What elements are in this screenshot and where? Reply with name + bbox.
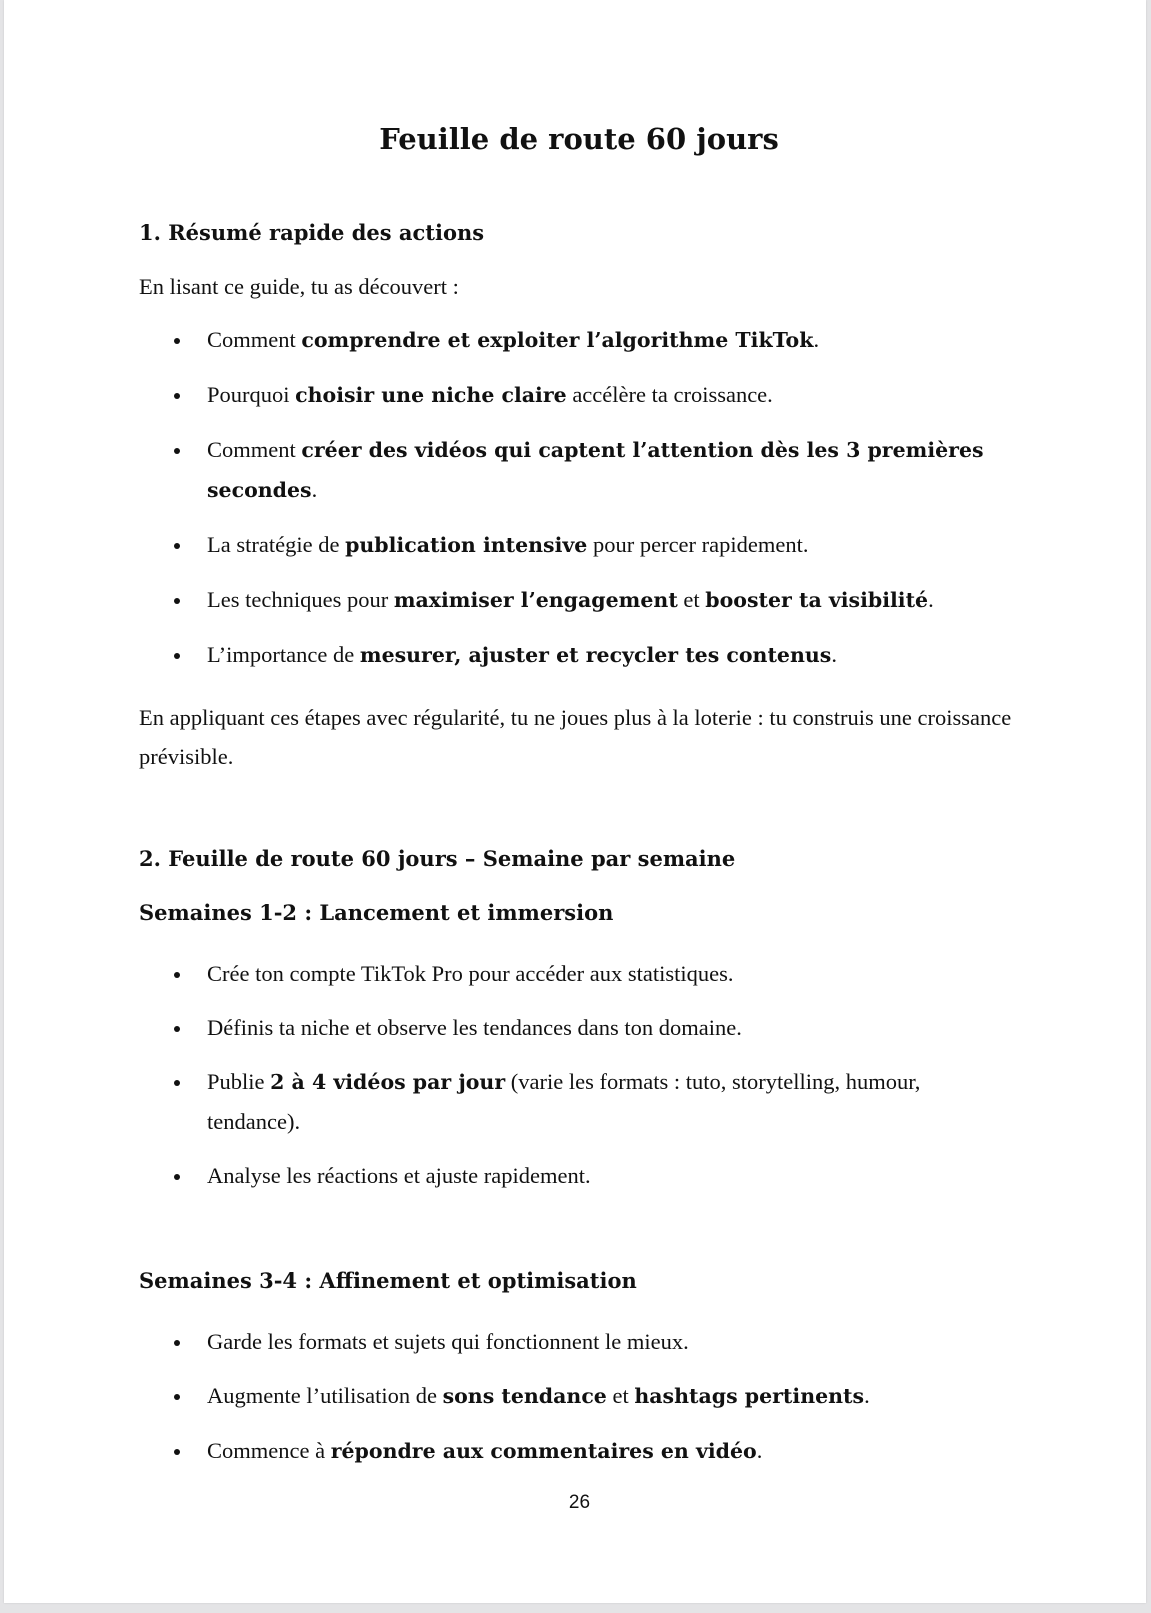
list-item: Augmente l’utilisation de sons tendance et hashtags pertinents. bbox=[139, 1376, 1019, 1416]
bullet-icon bbox=[174, 972, 180, 978]
list-item: Commence à répondre aux commentaires en vidéo. bbox=[139, 1431, 1019, 1471]
section-1-intro: En lisant ce guide, tu as découvert : bbox=[139, 274, 459, 299]
list-item: Analyse les réactions et ajuste rapidement. bbox=[139, 1156, 1019, 1195]
document-page bbox=[4, 0, 1146, 1603]
bullet-icon bbox=[174, 1394, 180, 1400]
list-item: L’importance de mesurer, ajuster et recycler tes contenus. bbox=[139, 635, 1019, 675]
bullet-icon bbox=[174, 1080, 180, 1086]
bullet-icon bbox=[174, 448, 180, 454]
page-title: Feuille de route 60 jours bbox=[379, 122, 779, 156]
section-1-conclusion: En appliquant ces étapes avec régularité, tu ne joues plus à la loterie : tu construis une croissance prévisible. bbox=[139, 705, 1012, 769]
list-item: Pourquoi choisir une niche claire accélère ta croissance. bbox=[139, 375, 1019, 415]
bullet-icon bbox=[174, 1340, 180, 1346]
bullet-icon bbox=[174, 1026, 180, 1032]
bullet-icon bbox=[174, 543, 180, 549]
list-item: Publie 2 à 4 vidéos par jour (varie les formats : tuto, storytelling, humour, tendance). bbox=[139, 1062, 1019, 1141]
list-item: Crée ton compte TikTok Pro pour accéder aux statistiques. bbox=[139, 954, 1019, 993]
weeks-3-4-heading: Semaines 3-4 : Affinement et optimisation bbox=[139, 1268, 637, 1293]
bullet-icon bbox=[174, 393, 180, 399]
bullet-icon bbox=[174, 598, 180, 604]
list-item: Garde les formats et sujets qui fonctionnent le mieux. bbox=[139, 1322, 1019, 1361]
list-item: Comment créer des vidéos qui captent l’attention dès les 3 premières secondes. bbox=[139, 430, 1019, 510]
weeks-1-2-list bbox=[139, 954, 1019, 1210]
section-1-heading: 1. Résumé rapide des actions bbox=[139, 220, 485, 245]
bullet-icon bbox=[174, 1174, 180, 1180]
bullet-icon bbox=[174, 1449, 180, 1455]
list-item: Comment comprendre et exploiter l’algorithme TikTok. bbox=[139, 320, 1019, 360]
section-1-list bbox=[139, 320, 1019, 690]
section-2-heading: 2. Feuille de route 60 jours – Semaine par semaine bbox=[139, 846, 736, 871]
list-item: La stratégie de publication intensive pour percer rapidement. bbox=[139, 525, 1019, 565]
page-number: 26 bbox=[568, 1492, 591, 1513]
bullet-icon bbox=[174, 338, 180, 344]
list-item: Définis ta niche et observe les tendances dans ton domaine. bbox=[139, 1008, 1019, 1047]
weeks-3-4-list bbox=[139, 1322, 1019, 1486]
list-item: Les techniques pour maximiser l’engagement et booster ta visibilité. bbox=[139, 580, 1019, 620]
bullet-icon bbox=[174, 653, 180, 659]
weeks-1-2-heading: Semaines 1-2 : Lancement et immersion bbox=[139, 900, 614, 925]
